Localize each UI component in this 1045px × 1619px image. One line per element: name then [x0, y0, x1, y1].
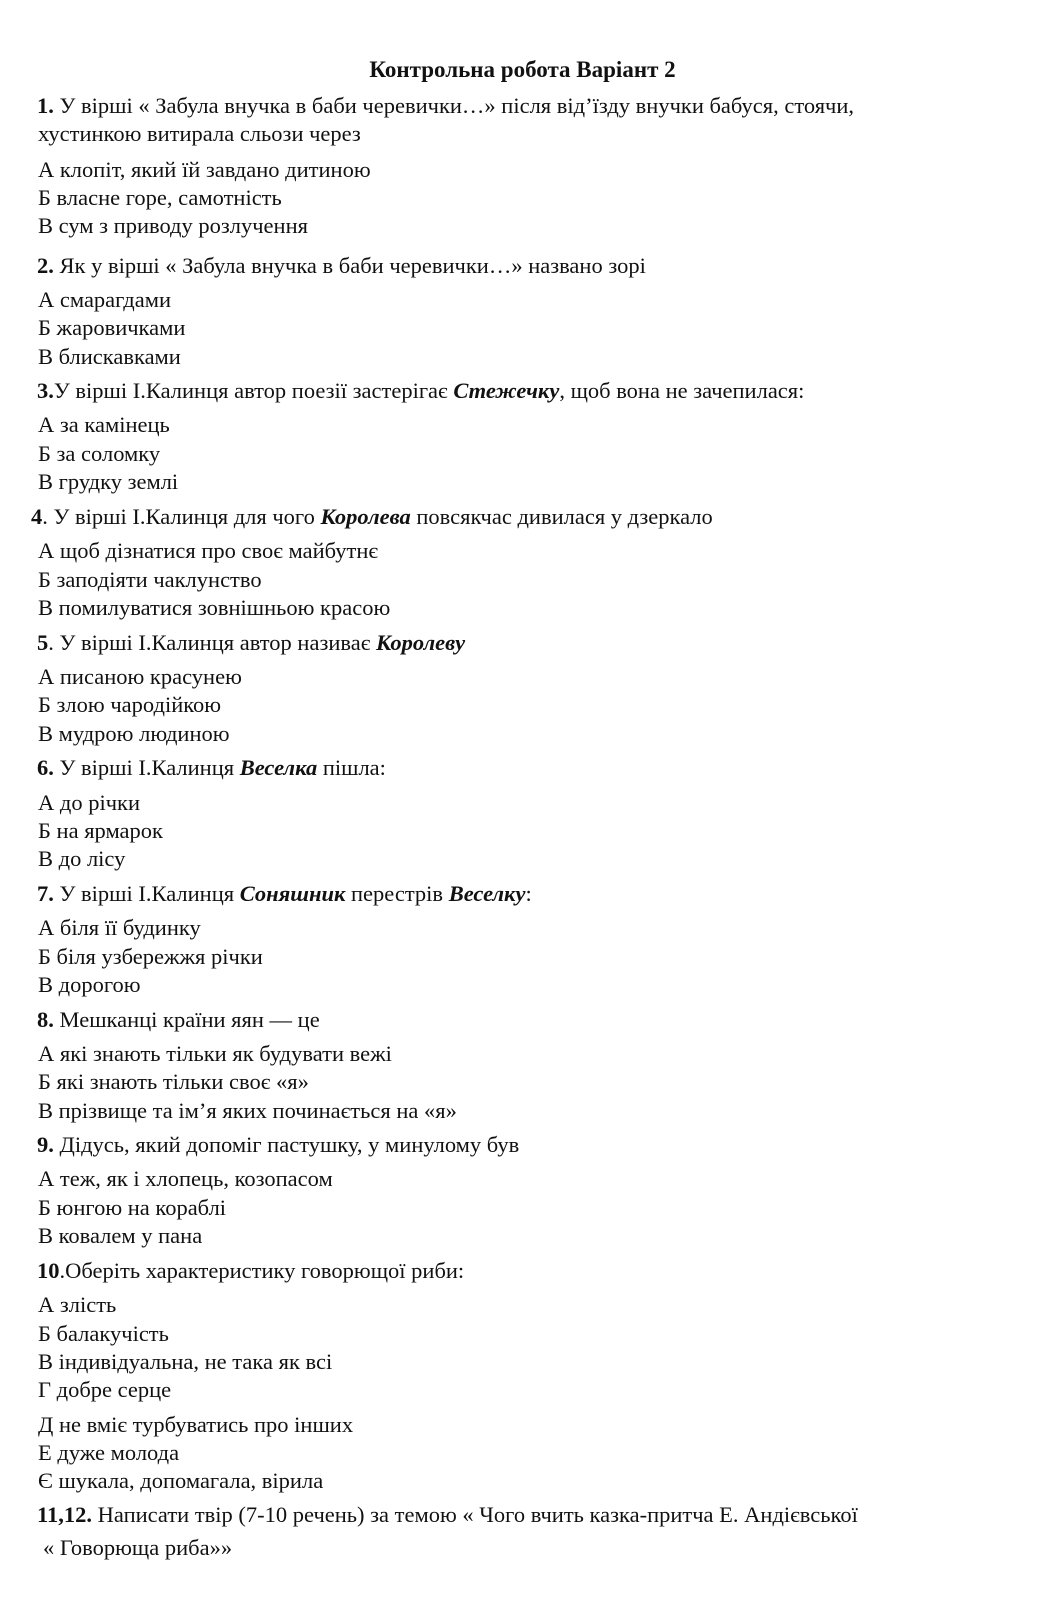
answer-option: В сум з приводу розлучення — [38, 213, 308, 238]
answer-option: А до річки — [38, 790, 140, 815]
answer-option: Б біля узбережжя річки — [38, 944, 263, 969]
answer-option: Б злою чародійкою — [38, 692, 222, 717]
answer-option: Б заподіяти чаклунство — [38, 567, 262, 592]
answer-option: Б власне горе, самотність — [38, 185, 282, 210]
question-11-12 — [37, 1500, 858, 1529]
page-title: Контрольна робота Варіант 2 — [369, 57, 676, 82]
question-text: .Оберіть характеристику говорющої риби: — [59, 1258, 465, 1283]
question-1 — [37, 91, 854, 120]
answer-option: В блискавками — [38, 344, 181, 369]
question-text-mid: перестрів — [345, 881, 449, 906]
question-5 — [37, 628, 465, 657]
answer-option: Б які знають тільки своє «я» — [38, 1069, 309, 1094]
question-text: У вірші « Забула внучка в баби черевички…» після від’їзду внучки бабуся, стоячи, — [53, 93, 855, 118]
question-number: 7. — [37, 881, 54, 906]
question-2 — [37, 251, 646, 280]
question-emphasis: Королева — [320, 504, 411, 529]
answer-option: А які знають тільки як будувати вежі — [38, 1041, 392, 1066]
answer-option: А за камінець — [38, 412, 170, 437]
answer-option: А злість — [38, 1292, 117, 1317]
question-11-12-continuation: « Говорюща риба»» — [43, 1535, 233, 1560]
question-10 — [37, 1256, 464, 1285]
question-text: Мешканці країни яян — це — [53, 1007, 320, 1032]
answer-option: Б на ярмарок — [38, 818, 163, 843]
answer-option: В дорогою — [38, 972, 141, 997]
question-emphasis: Стежечку — [453, 378, 560, 403]
question-text: У вірші І.Калинця — [53, 881, 240, 906]
question-text-end: повсякчас дивилася у дзеркало — [410, 504, 713, 529]
question-text: . У вірші І.Калинця для чого — [42, 504, 321, 529]
question-emphasis: Соняшник — [239, 881, 346, 906]
question-text: У вірші І.Калинця автор поезії застерігає — [53, 378, 454, 403]
answer-option: А біля її будинку — [38, 915, 201, 940]
answer-option: В до лісу — [38, 846, 126, 871]
answer-option: Д не вміє турбуватись про інших — [38, 1412, 354, 1437]
answer-option: В мудрою людиною — [38, 721, 230, 746]
question-emphasis: Веселка — [239, 755, 318, 780]
question-text: У вірші І.Калинця — [53, 755, 240, 780]
answer-option: В ковалем у пана — [38, 1223, 203, 1248]
answer-option: В помилуватися зовнішньою красою — [38, 595, 391, 620]
answer-option: Б жаровичками — [38, 315, 186, 340]
question-9 — [37, 1130, 519, 1159]
question-text-end: пішла: — [317, 755, 386, 780]
question-text: Як у вірші « Забула внучка в баби черевички…» названо зорі — [53, 253, 646, 278]
answer-option: А теж, як і хлопець, козопасом — [38, 1166, 333, 1191]
answer-option: А писаною красунею — [38, 664, 242, 689]
answer-option: Е дуже молода — [38, 1440, 180, 1465]
answer-option: В прізвище та ім’я яких починається на «я» — [38, 1098, 457, 1123]
question-number: 5 — [37, 630, 49, 655]
question-number: 1. — [37, 93, 54, 118]
question-4 — [31, 502, 713, 531]
question-6 — [37, 753, 386, 782]
question-number: 11,12. — [37, 1502, 93, 1527]
question-3 — [37, 376, 804, 405]
answer-option: А смарагдами — [38, 287, 171, 312]
question-7 — [37, 879, 532, 908]
question-text: . У вірші І.Калинця автор називає — [48, 630, 376, 655]
question-emphasis: Королеву — [375, 630, 466, 655]
question-number: 4 — [31, 504, 43, 529]
answer-option: Б балакучість — [38, 1321, 169, 1346]
question-number: 9. — [37, 1132, 54, 1157]
answer-option: В індивідуальна, не така як всі — [38, 1349, 333, 1374]
question-8 — [37, 1005, 320, 1034]
question-text-end: , щоб вона не зачепилася: — [559, 378, 805, 403]
question-1-continuation: хустинкою витирала сльози через — [38, 121, 361, 146]
question-text-end: : — [525, 881, 532, 906]
question-text: Написати твір (7-10 речень) за темою « Чого вчить казка-притча Е. Андієвської — [92, 1502, 858, 1527]
answer-option: Б юнгою на кораблі — [38, 1195, 227, 1220]
answer-option: Є шукала, допомагала, вірила — [38, 1468, 324, 1493]
question-number: 8. — [37, 1007, 54, 1032]
question-number: 6. — [37, 755, 54, 780]
answer-option: Г добре серце — [38, 1377, 172, 1402]
question-text: Дідусь, який допоміг пастушку, у минулому був — [53, 1132, 520, 1157]
answer-option: В грудку землі — [38, 469, 179, 494]
answer-option: А щоб дізнатися про своє майбутнє — [38, 538, 379, 563]
answer-option: А клопіт, який їй завдано дитиною — [38, 157, 371, 182]
answer-option: Б за соломку — [38, 441, 161, 466]
question-emphasis: Веселку — [448, 881, 526, 906]
question-number: 2. — [37, 253, 54, 278]
question-number: 3. — [37, 378, 54, 403]
question-number: 10 — [37, 1258, 60, 1283]
